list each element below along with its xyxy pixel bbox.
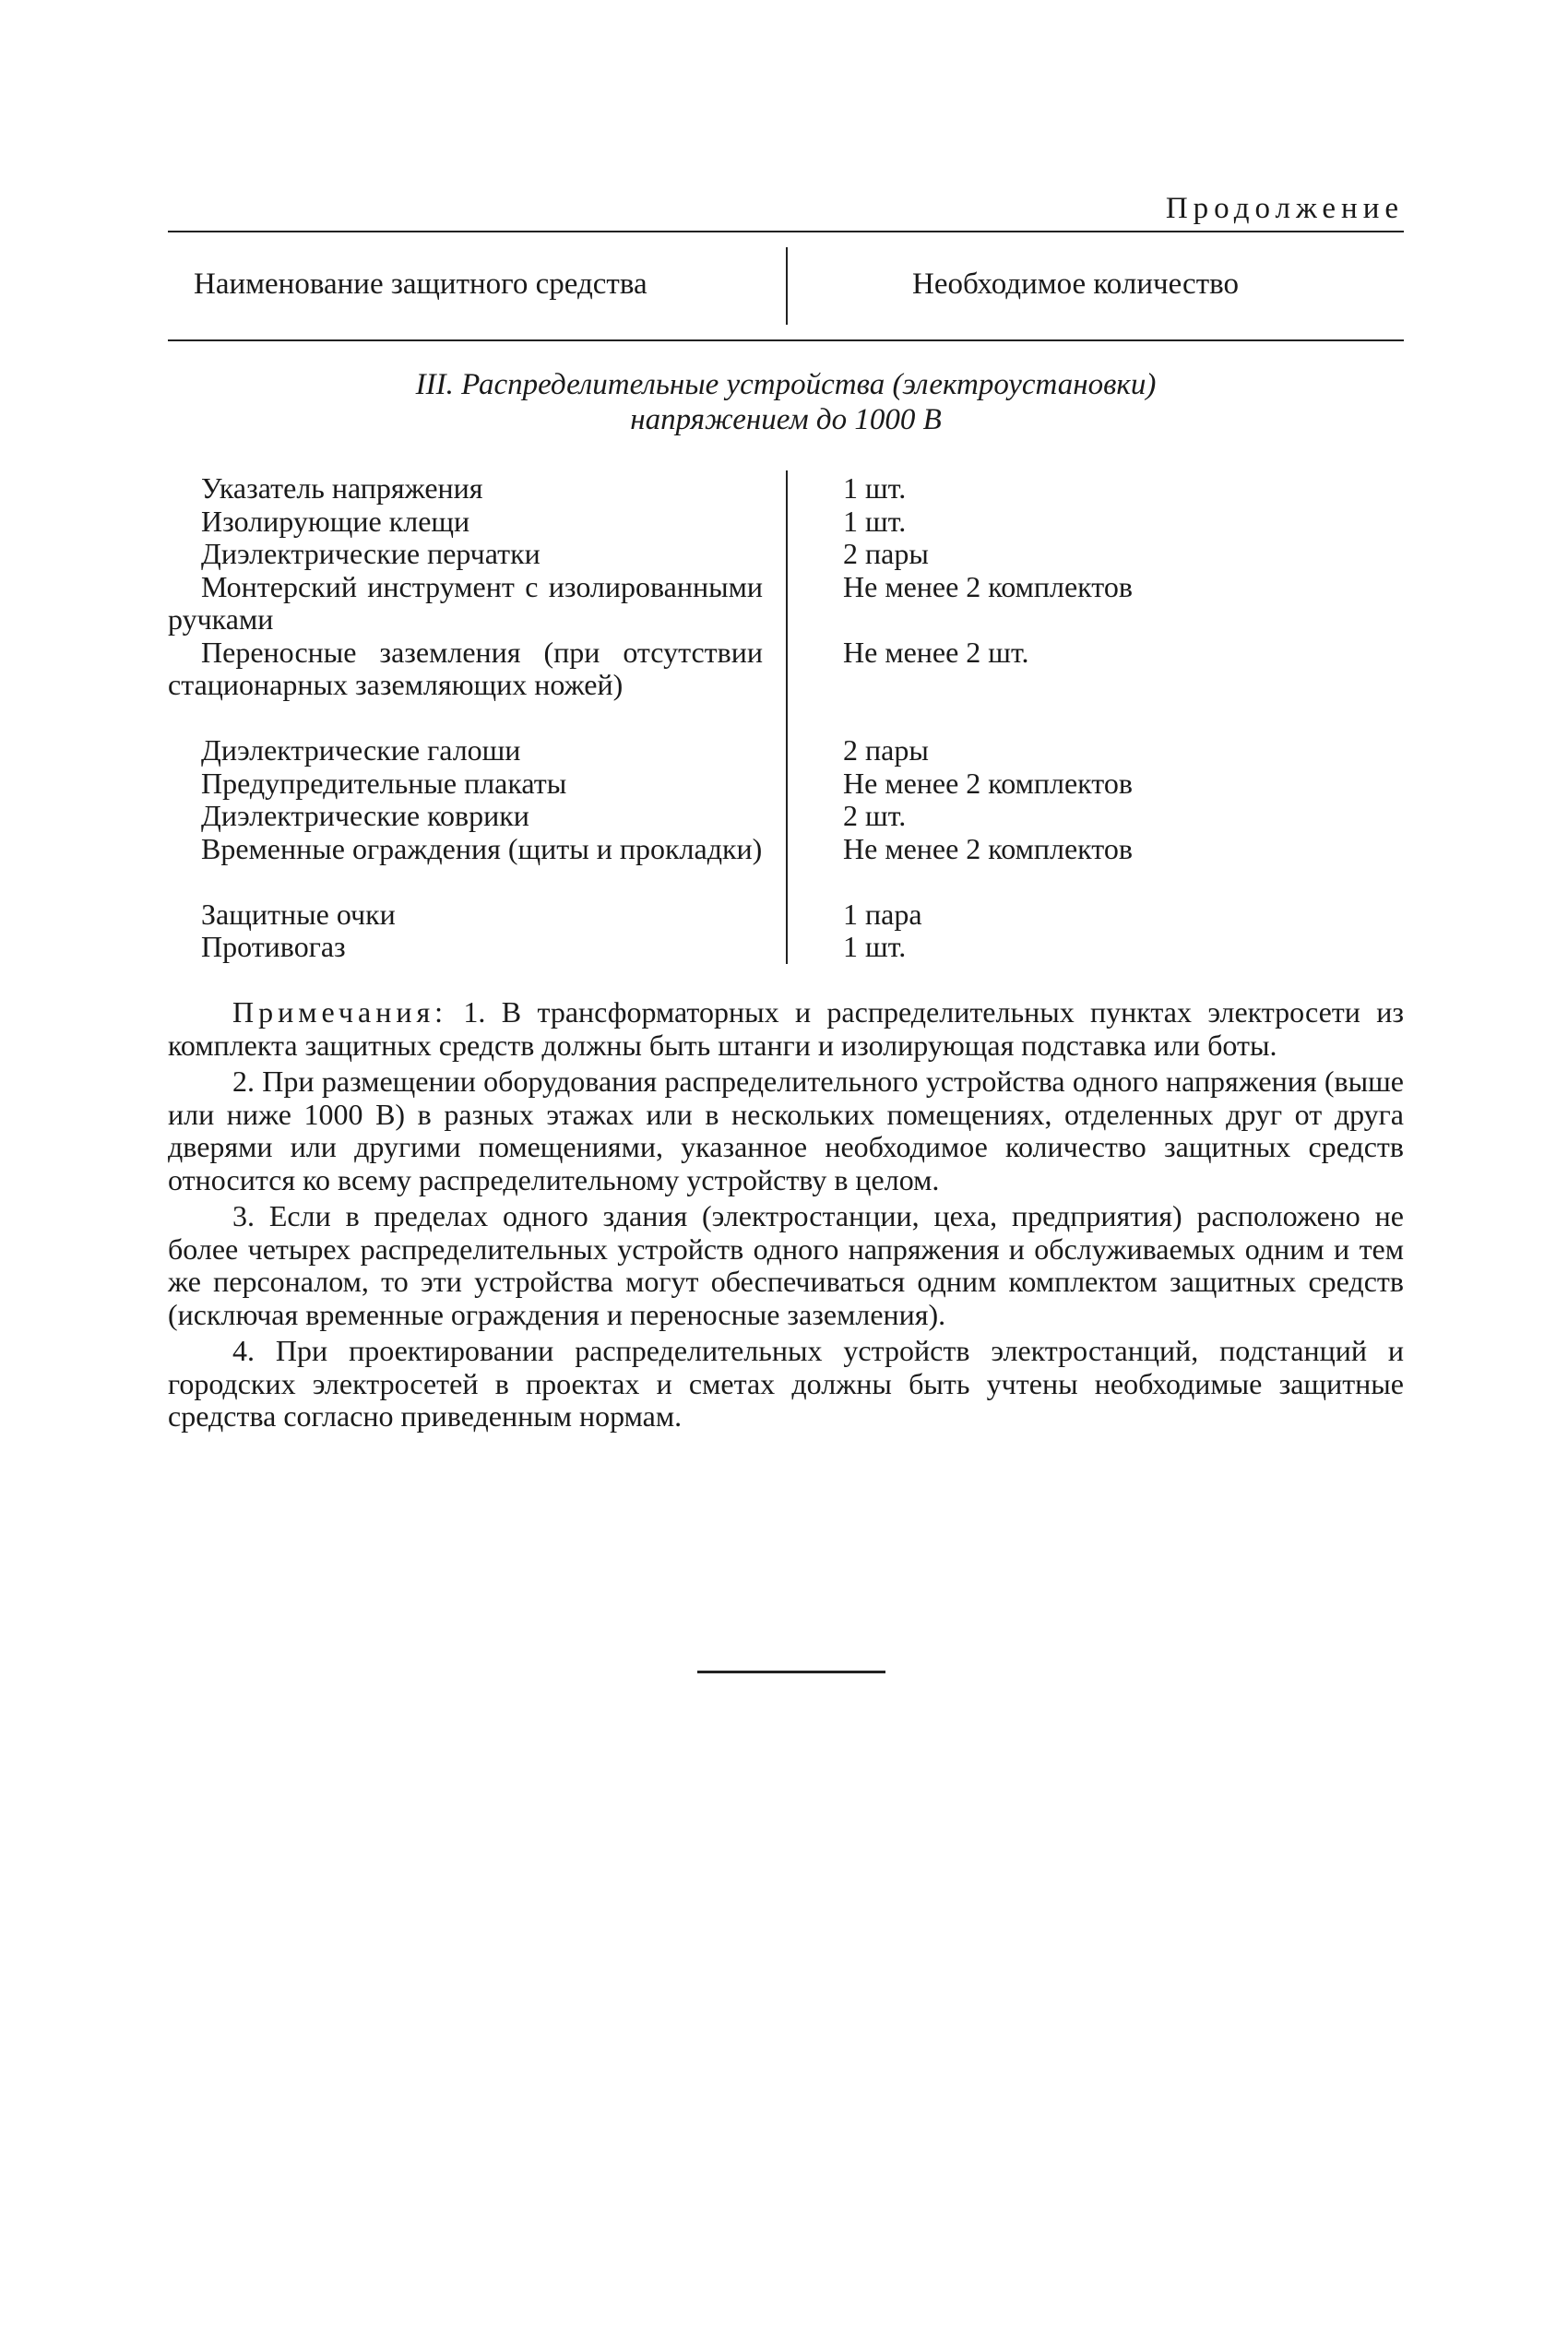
items-table — [168, 472, 1404, 964]
item-quantity: 1 шт. — [843, 930, 907, 963]
item-quantity: Не менее 2 шт. — [843, 635, 1029, 669]
section-title-line-2: напряжением до 1000 В — [630, 403, 942, 436]
item-quantity: 2 пары — [843, 733, 929, 767]
table-top-rule — [168, 231, 1404, 232]
item-quantity: 1 пара — [843, 897, 922, 931]
table-row — [168, 538, 1404, 571]
header-bottom-rule — [168, 339, 1404, 341]
table-row — [168, 931, 1404, 964]
item-name: Предупредительные плакаты — [201, 766, 567, 800]
item-name: Диэлектрические перчатки — [201, 537, 540, 570]
header-name-column: Наименование защитного средства — [194, 268, 647, 301]
item-name: Противогаз — [201, 930, 346, 963]
item-quantity: Не менее 2 комплектов — [843, 569, 1133, 603]
table-row — [168, 637, 1404, 735]
item-name: Защитные очки — [201, 897, 396, 931]
item-name: Указатель напряжения — [201, 471, 483, 505]
item-name: Изолирующие клещи — [201, 504, 470, 538]
notes-section — [168, 996, 1404, 1437]
item-quantity: 1 шт. — [843, 504, 907, 538]
item-quantity: Не менее 2 комплектов — [843, 831, 1133, 865]
note-2: 2. При размещении оборудования распределительного устройства одного напряжения (выше или ниже 1000 В) в разных этажах или в нескольких помещениях, отделенных друг от друга дверями или другими помещениями, указанное необходимое количество защитных средств относится ко всему распределительному устройству в целом. — [168, 1065, 1404, 1196]
note-1: Примечания: 1. В трансформаторных и распределительных пунктах электросети из комплекта защитных средств должны быть штанги и изолирующая подставка или боты. — [168, 995, 1405, 1062]
header-quantity-column: Необходимое количество — [912, 268, 1239, 301]
table-row — [168, 898, 1404, 932]
table-row — [168, 833, 1404, 898]
notes-lead: Примечания: — [232, 995, 448, 1029]
section-title — [168, 367, 1404, 437]
end-rule — [697, 1671, 885, 1673]
continuation-label: Продолжение — [1165, 192, 1404, 225]
table-row — [168, 472, 1404, 506]
item-name: Диэлектрические галоши — [201, 733, 521, 767]
table-row — [168, 506, 1404, 539]
note-3: 3. Если в пределах одного здания (электростанции, цеха, предприятия) расположено не более четырех распределительных устройств одного напряжения и обслуживаемых одним и тем же персоналом, то эти устройства могут обеспечиваться одним комплектом защитных средств (исключая временные ограждения и переносные заземления). — [168, 1199, 1404, 1331]
table-row — [168, 571, 1404, 637]
item-name: Монтерский инструмент с изолированными ручками — [168, 569, 763, 636]
table-row — [168, 800, 1404, 833]
table-row — [168, 767, 1404, 801]
section-title-line-1: III. Распределительные устройства (электроустановки) — [415, 368, 1157, 401]
item-quantity: 2 шт. — [843, 799, 907, 832]
item-quantity: 1 шт. — [843, 471, 907, 505]
item-name: Диэлектрические коврики — [201, 799, 529, 832]
item-name: Временные ограждения (щиты и прокладки) — [201, 831, 763, 865]
item-name: Переносные заземления (при отсутствии стационарных заземляющих ножей) — [168, 635, 763, 701]
note-4: 4. При проектировании распределительных устройств электростанций, подстанций и городских электросетей в проектах и сметах должны быть учтены необходимые защитные средства согласно приведенным нормам. — [168, 1334, 1404, 1433]
table-row — [168, 734, 1404, 767]
header-column-divider — [786, 247, 788, 325]
item-quantity: 2 пары — [843, 537, 929, 570]
item-quantity: Не менее 2 комплектов — [843, 766, 1133, 800]
